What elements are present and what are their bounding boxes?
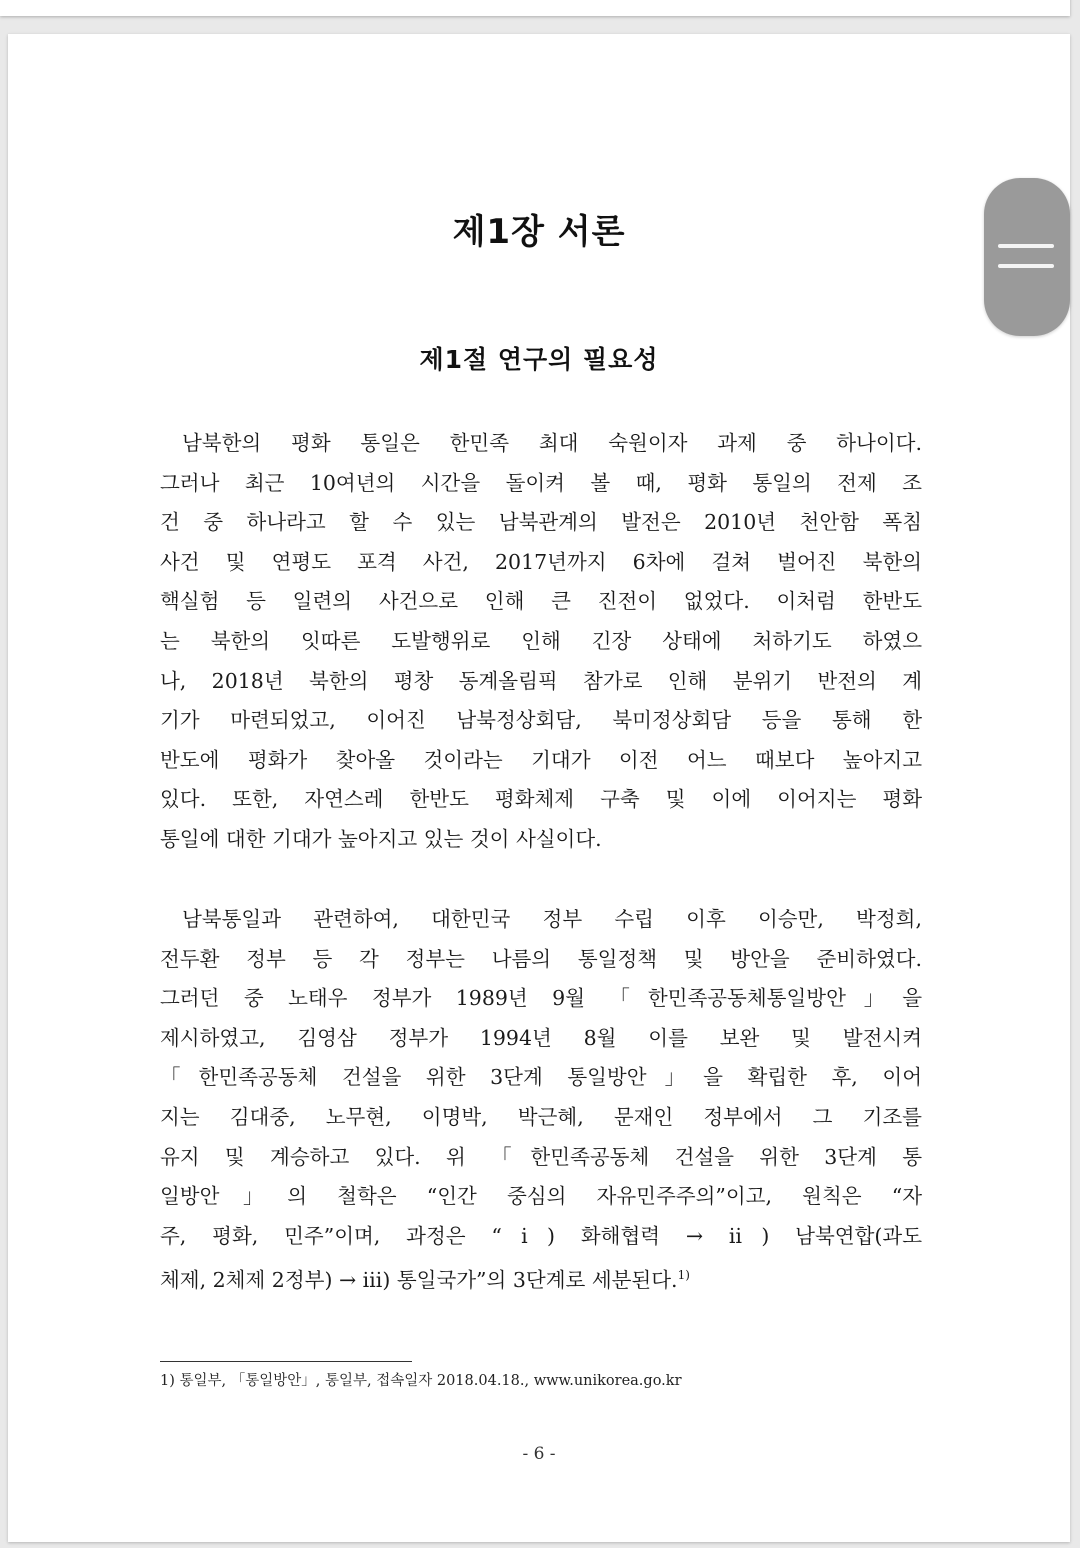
hamburger-menu-icon[interactable] xyxy=(984,178,1070,336)
paragraph-line: 그러던 중 노태우 정부가 1989년 9월 「한민족공동체통일방안」을 xyxy=(160,986,922,1011)
paragraph-line: 반도에 평화가 찾아올 것이라는 기대가 이전 어느 때보다 높아지고 xyxy=(160,747,922,772)
paragraph-line: 지는 김대중, 노무현, 이명박, 박근혜, 문재인 정부에서 그 기조를 xyxy=(160,1104,922,1129)
previous-page-edge xyxy=(0,0,1070,16)
paragraph-line: 는 북한의 잇따른 도발행위로 인해 긴장 상태에 처하기도 하였으 xyxy=(160,628,922,653)
document-page xyxy=(8,34,1070,1542)
paragraph-line: 유지 및 계승하고 있다. 위 「한민족공동체 건설을 위한 3단계 통 xyxy=(160,1144,922,1169)
footnote-text: 1) 통일부, 「통일방안」, 통일부, 접속일자 2018.04.18., www.unikorea.go.kr xyxy=(160,1373,682,1389)
paragraph-line: 있다. 또한, 자연스레 한반도 평화체제 구축 및 이에 이어지는 평화 xyxy=(160,787,922,812)
paragraph-line: 통일에 대한 기대가 높아지고 있는 것이 사실이다. xyxy=(160,826,602,851)
footnote-divider xyxy=(160,1361,412,1362)
menu-bar-bottom xyxy=(998,264,1054,268)
paragraph-line: 핵실험 등 일련의 사건으로 인해 큰 진전이 없었다. 이처럼 한반도 xyxy=(160,589,922,614)
paragraph-line: 남북통일과 관련하여, 대한민국 정부 수립 이후 이승만, 박정희, xyxy=(182,907,922,931)
paragraph-line: 남북한의 평화 통일은 한민족 최대 숙원이자 과제 중 하나이다. xyxy=(182,431,922,455)
paragraph-line-text: 체제, 2체제 2정부) → ⅲ) 통일국가”의 3단계로 세분된다. xyxy=(160,1268,678,1293)
chapter-title: 제1장 서론 xyxy=(452,212,626,252)
paragraph-line: 전두환 정부 등 각 정부는 나름의 통일정책 및 방안을 준비하였다. xyxy=(160,946,922,971)
paragraph-line: 건 중 하나라고 할 수 있는 남북관계의 발전은 2010년 천안함 폭침 xyxy=(160,510,922,535)
paragraph-line: 기가 마련되었고, 이어진 남북정상회담, 북미정상회담 등을 통해 한 xyxy=(160,708,922,733)
page-number: - 6 - xyxy=(522,1444,556,1464)
footnote-reference[interactable]: 1) xyxy=(677,1268,690,1283)
paragraph-1 xyxy=(160,424,922,860)
paragraph-line: 「한민족공동체 건설을 위한 3단계 통일방안」을 확립한 후, 이어 xyxy=(160,1065,922,1090)
paragraph-line: 주, 평화, 민주”이며, 과정은 “ⅰ) 화해협력 → ⅱ) 남북연합(과도 xyxy=(160,1223,922,1248)
menu-bar-top xyxy=(998,244,1054,248)
paragraph-line-final xyxy=(160,1256,922,1301)
paragraph-line: 나, 2018년 북한의 평창 동계올림픽 참가로 인해 분위기 반전의 계 xyxy=(160,668,922,693)
paragraph-line: 제시하였고, 김영삼 정부가 1994년 8월 이를 보완 및 발전시켜 xyxy=(160,1025,922,1050)
paragraph-2 xyxy=(160,900,922,1301)
paragraph-line: 사건 및 연평도 포격 사건, 2017년까지 6차에 걸쳐 벌어진 북한의 xyxy=(160,549,922,574)
paragraph-line: 그러나 최근 10여년의 시간을 돌이켜 볼 때, 평화 통일의 전제 조 xyxy=(160,470,922,495)
section-title: 제1절 연구의 필요성 xyxy=(419,345,659,374)
paragraph-line: 일방안」의 철학은 “인간 중심의 자유민주주의”이고, 원칙은 “자 xyxy=(160,1184,922,1209)
